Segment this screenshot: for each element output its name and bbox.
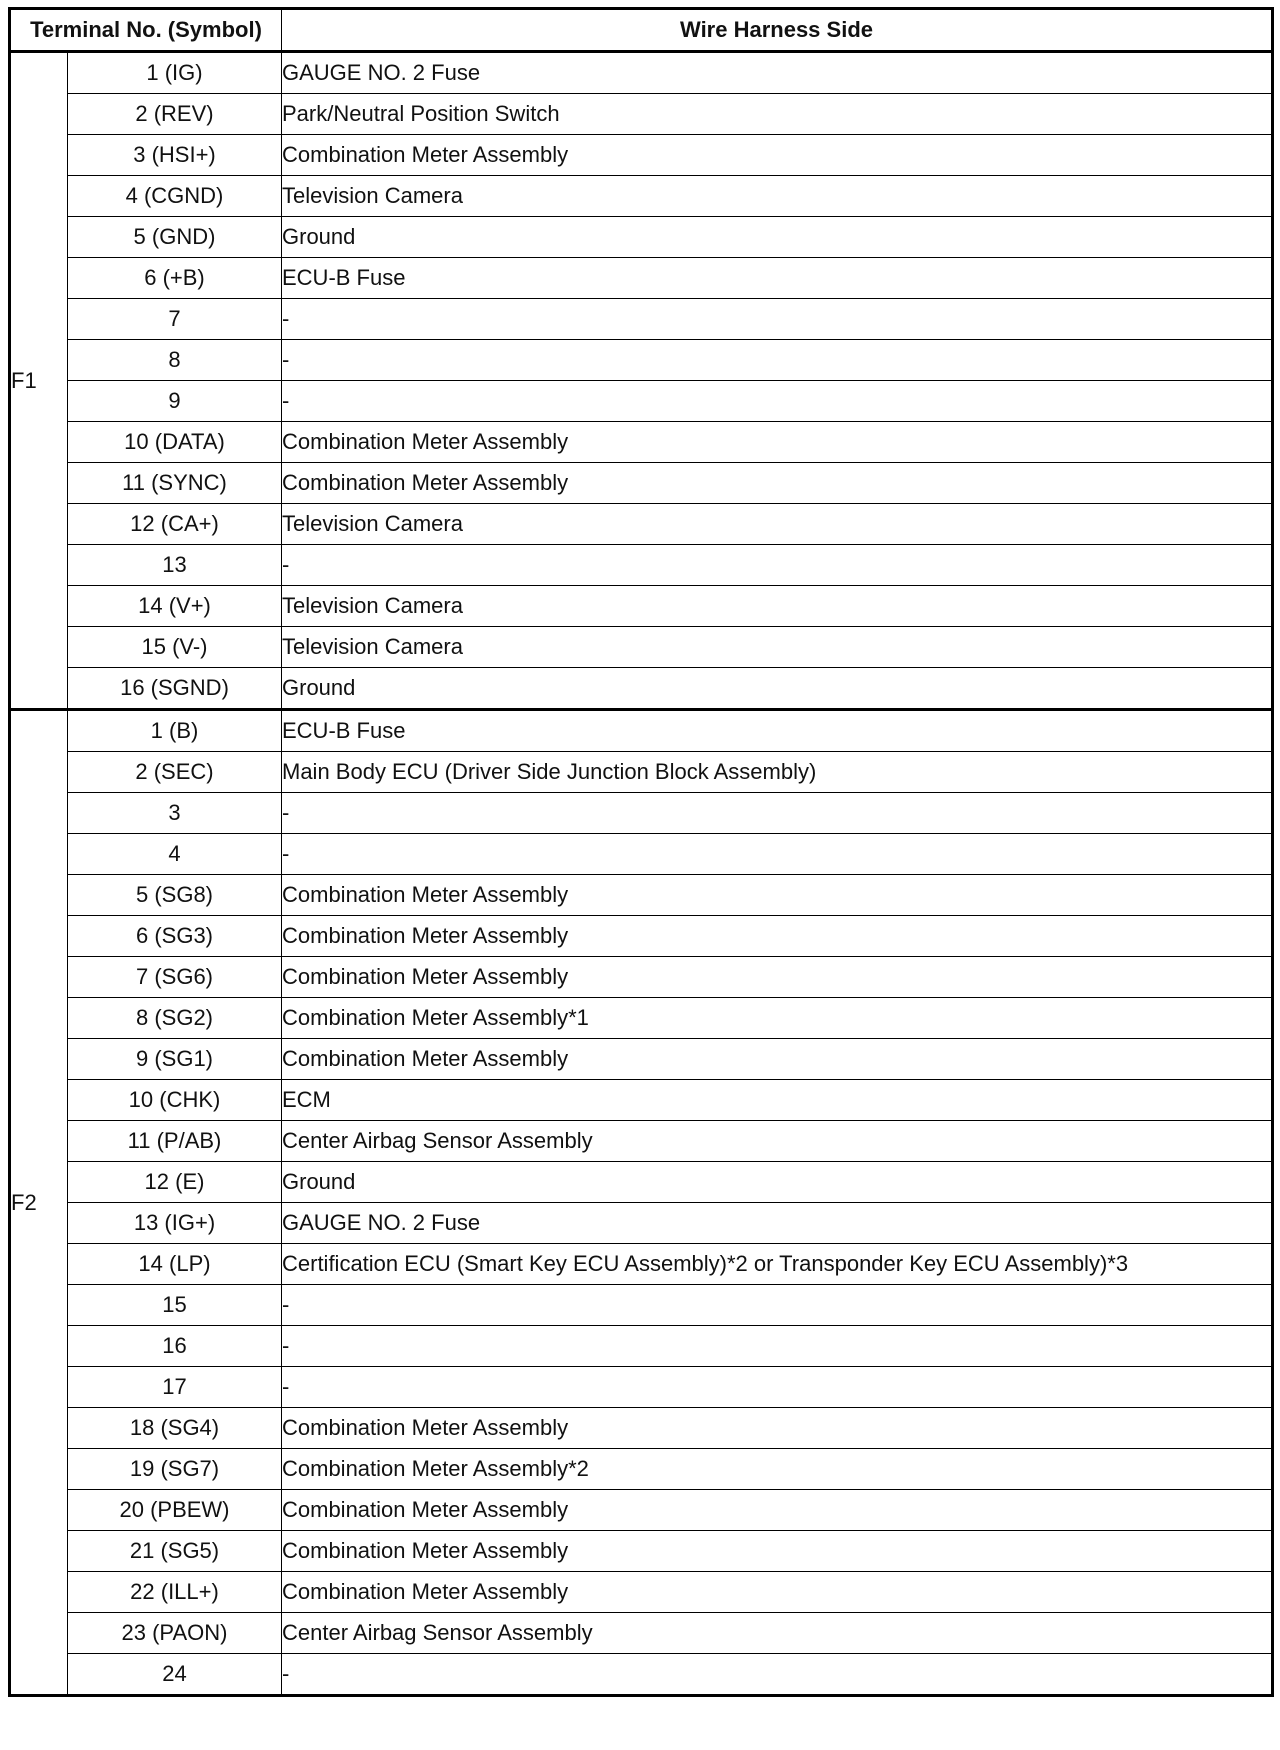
terminal-cell: 11 (P/AB) — [68, 1121, 282, 1162]
wire-harness-cell: Center Airbag Sensor Assembly — [282, 1613, 1273, 1654]
table-row — [10, 1080, 1273, 1121]
terminal-cell: 19 (SG7) — [68, 1449, 282, 1490]
wire-harness-cell: ECM — [282, 1080, 1273, 1121]
wire-harness-cell: Combination Meter Assembly — [282, 1572, 1273, 1613]
terminal-cell: 3 — [68, 793, 282, 834]
wire-harness-cell: Park/Neutral Position Switch — [282, 94, 1273, 135]
terminal-cell: 5 (SG8) — [68, 875, 282, 916]
table-row — [10, 545, 1273, 586]
terminal-table — [8, 7, 1274, 1697]
table-row — [10, 52, 1273, 94]
terminal-cell: 5 (GND) — [68, 217, 282, 258]
table-row — [10, 1490, 1273, 1531]
terminal-cell: 12 (E) — [68, 1162, 282, 1203]
terminal-cell: 22 (ILL+) — [68, 1572, 282, 1613]
connector-label: F1 — [10, 52, 68, 710]
wire-harness-cell: Combination Meter Assembly — [282, 1408, 1273, 1449]
table-row — [10, 94, 1273, 135]
table-row — [10, 586, 1273, 627]
wire-harness-cell: - — [282, 1367, 1273, 1408]
wire-harness-cell: GAUGE NO. 2 Fuse — [282, 52, 1273, 94]
wire-harness-cell: - — [282, 1285, 1273, 1326]
connector-label: F2 — [10, 710, 68, 1696]
terminal-cell: 15 — [68, 1285, 282, 1326]
table-row — [10, 463, 1273, 504]
terminal-cell: 18 (SG4) — [68, 1408, 282, 1449]
wire-harness-cell: ECU-B Fuse — [282, 258, 1273, 299]
wire-harness-cell: - — [282, 340, 1273, 381]
wire-harness-cell: - — [282, 834, 1273, 875]
table-row — [10, 1326, 1273, 1367]
table-row — [10, 998, 1273, 1039]
wire-harness-cell: Combination Meter Assembly — [282, 1490, 1273, 1531]
terminal-cell: 10 (DATA) — [68, 422, 282, 463]
table-row — [10, 668, 1273, 710]
table-row — [10, 1244, 1273, 1285]
table-row — [10, 340, 1273, 381]
table-row — [10, 176, 1273, 217]
terminal-cell: 9 — [68, 381, 282, 422]
table-row — [10, 957, 1273, 998]
table-row — [10, 1121, 1273, 1162]
terminal-cell: 12 (CA+) — [68, 504, 282, 545]
table-row — [10, 1285, 1273, 1326]
terminal-cell: 14 (LP) — [68, 1244, 282, 1285]
terminal-cell: 13 (IG+) — [68, 1203, 282, 1244]
table-row — [10, 875, 1273, 916]
table-row — [10, 217, 1273, 258]
table-row — [10, 1162, 1273, 1203]
terminal-cell: 13 — [68, 545, 282, 586]
table-row — [10, 1654, 1273, 1696]
wire-harness-cell: Center Airbag Sensor Assembly — [282, 1121, 1273, 1162]
wire-harness-cell: Combination Meter Assembly — [282, 875, 1273, 916]
table-row — [10, 793, 1273, 834]
wire-harness-cell: Certification ECU (Smart Key ECU Assembly)*2 or Transponder Key ECU Assembly)*3 — [282, 1244, 1273, 1285]
wire-harness-cell: Combination Meter Assembly — [282, 1531, 1273, 1572]
wire-harness-cell: Combination Meter Assembly — [282, 957, 1273, 998]
table-row — [10, 1039, 1273, 1080]
terminal-cell: 17 — [68, 1367, 282, 1408]
wire-harness-cell: Main Body ECU (Driver Side Junction Block Assembly) — [282, 752, 1273, 793]
terminal-cell: 8 (SG2) — [68, 998, 282, 1039]
wire-harness-cell: - — [282, 1654, 1273, 1696]
wire-harness-cell: Combination Meter Assembly*2 — [282, 1449, 1273, 1490]
header-terminal: Terminal No. (Symbol) — [10, 9, 282, 52]
terminal-cell: 1 (IG) — [68, 52, 282, 94]
terminal-cell: 16 (SGND) — [68, 668, 282, 710]
table-row — [10, 1613, 1273, 1654]
wire-harness-cell: Ground — [282, 668, 1273, 710]
wire-harness-cell: Television Camera — [282, 504, 1273, 545]
table-row — [10, 710, 1273, 752]
terminal-cell: 9 (SG1) — [68, 1039, 282, 1080]
header-wire-harness-side: Wire Harness Side — [282, 9, 1273, 52]
wire-harness-cell: Combination Meter Assembly — [282, 916, 1273, 957]
wire-harness-cell: Television Camera — [282, 627, 1273, 668]
table-row — [10, 422, 1273, 463]
wire-harness-cell: Television Camera — [282, 586, 1273, 627]
terminal-cell: 7 — [68, 299, 282, 340]
terminal-cell: 10 (CHK) — [68, 1080, 282, 1121]
table-row — [10, 1449, 1273, 1490]
terminal-cell: 4 — [68, 834, 282, 875]
wire-harness-cell: Television Camera — [282, 176, 1273, 217]
terminal-cell: 1 (B) — [68, 710, 282, 752]
terminal-cell: 3 (HSI+) — [68, 135, 282, 176]
table-header-row — [10, 9, 1273, 52]
terminal-cell: 24 — [68, 1654, 282, 1696]
wire-harness-cell: Ground — [282, 217, 1273, 258]
terminal-cell: 14 (V+) — [68, 586, 282, 627]
table-body — [10, 52, 1273, 1696]
table-row — [10, 504, 1273, 545]
table-row — [10, 1408, 1273, 1449]
table-row — [10, 299, 1273, 340]
terminal-cell: 20 (PBEW) — [68, 1490, 282, 1531]
wire-harness-cell: Combination Meter Assembly — [282, 1039, 1273, 1080]
terminal-cell: 21 (SG5) — [68, 1531, 282, 1572]
wire-harness-cell: Combination Meter Assembly*1 — [282, 998, 1273, 1039]
wire-harness-cell: ECU-B Fuse — [282, 710, 1273, 752]
table-row — [10, 916, 1273, 957]
wire-harness-cell: - — [282, 545, 1273, 586]
table-row — [10, 1531, 1273, 1572]
terminal-cell: 11 (SYNC) — [68, 463, 282, 504]
terminal-cell: 2 (SEC) — [68, 752, 282, 793]
terminal-cell: 7 (SG6) — [68, 957, 282, 998]
terminal-cell: 6 (+B) — [68, 258, 282, 299]
terminal-cell: 16 — [68, 1326, 282, 1367]
wire-harness-cell: GAUGE NO. 2 Fuse — [282, 1203, 1273, 1244]
terminal-cell: 2 (REV) — [68, 94, 282, 135]
terminal-cell: 23 (PAON) — [68, 1613, 282, 1654]
wire-harness-cell: Ground — [282, 1162, 1273, 1203]
table-row — [10, 135, 1273, 176]
table-row — [10, 1367, 1273, 1408]
terminal-cell: 8 — [68, 340, 282, 381]
table-row — [10, 258, 1273, 299]
wire-harness-cell: - — [282, 793, 1273, 834]
table-row — [10, 627, 1273, 668]
wire-harness-cell: Combination Meter Assembly — [282, 463, 1273, 504]
terminal-cell: 15 (V-) — [68, 627, 282, 668]
wire-harness-cell: - — [282, 1326, 1273, 1367]
table-row — [10, 381, 1273, 422]
table-row — [10, 1203, 1273, 1244]
table-row — [10, 834, 1273, 875]
wire-harness-cell: Combination Meter Assembly — [282, 422, 1273, 463]
wire-harness-cell: Combination Meter Assembly — [282, 135, 1273, 176]
terminal-cell: 4 (CGND) — [68, 176, 282, 217]
wire-harness-cell: - — [282, 381, 1273, 422]
table-row — [10, 1572, 1273, 1613]
terminal-cell: 6 (SG3) — [68, 916, 282, 957]
wire-harness-cell: - — [282, 299, 1273, 340]
table-row — [10, 752, 1273, 793]
